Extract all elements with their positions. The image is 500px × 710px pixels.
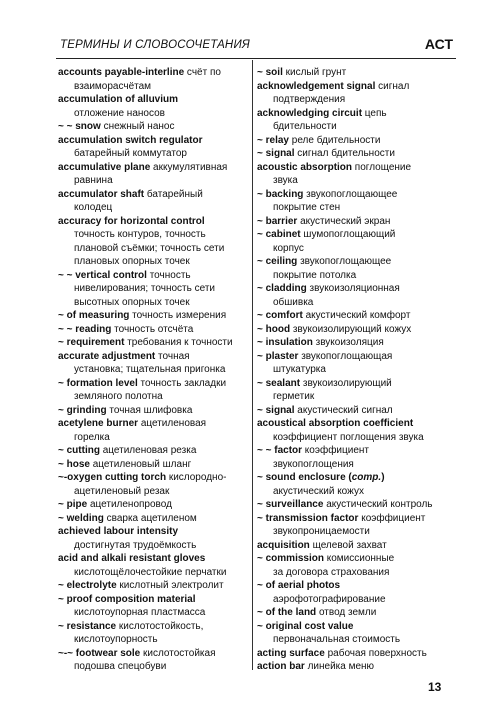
entry-translation: батарейный — [144, 188, 203, 200]
entry-translation: колодец — [74, 202, 113, 213]
entry-term: accumulative plane — [58, 161, 151, 173]
entry-term: acoustical absorption coefficient — [257, 418, 414, 429]
dictionary-entry — [58, 417, 254, 444]
entry-term: acquisition — [257, 539, 310, 551]
entry-term: ~ comfort — [257, 310, 303, 321]
dictionary-entry — [257, 552, 457, 579]
dictionary-entry — [257, 255, 457, 282]
entry-translation: точная — [155, 350, 190, 362]
entry-translation: ацетиленопровод — [87, 499, 172, 510]
dictionary-entry — [257, 282, 457, 309]
entry-term: ~ ceiling — [257, 256, 298, 267]
entry-term: ~ ~ vertical control — [58, 269, 147, 281]
entry-translation: бдительности — [273, 121, 337, 132]
entry-translation: звукопоглощающая — [298, 350, 393, 362]
entry-term: ~ hood — [257, 323, 291, 335]
entry-term: ~ grinding — [58, 404, 107, 416]
entry-term: ~ relay — [257, 134, 289, 146]
entry-term: ~ transmission factor — [257, 512, 359, 524]
dictionary-entry — [257, 498, 457, 512]
entry-term: ~ formation level — [58, 377, 138, 389]
entry-term: accumulation of alluvium — [58, 94, 179, 105]
entry-term: ~ cladding — [257, 283, 307, 294]
entry-translation: покрытие потолка — [273, 269, 357, 281]
dictionary-entry — [257, 134, 457, 148]
section-title: ТЕРМИНЫ И СЛОВОСОЧЕТАНИЯ — [60, 39, 250, 51]
entry-translation: подтверждения — [273, 94, 346, 105]
dictionary-entry — [257, 80, 457, 107]
entry-term: ~-~ footwear sole — [58, 647, 141, 659]
entry-term: ~-oxygen cutting torch — [58, 472, 167, 483]
dictionary-entry — [58, 309, 254, 323]
entry-translation: снежный нанос — [100, 121, 175, 132]
dictionary-entry — [257, 228, 457, 255]
entry-translation: щелевой захват — [309, 539, 387, 551]
entry-term: ~ of the land — [257, 607, 317, 618]
entry-term: accounts payable-interline — [58, 67, 185, 78]
publisher-brand: АСТ — [424, 36, 453, 52]
left-column — [58, 66, 254, 674]
dictionary-entry — [257, 620, 457, 647]
entry-translation: акустический экран — [297, 215, 391, 227]
entry-translation: кислородно- — [166, 472, 227, 483]
entry-term: ~ signal — [257, 148, 295, 159]
entry-term: ~ backing — [257, 188, 304, 200]
dictionary-entry — [257, 215, 457, 229]
entry-term: acknowledgement signal — [257, 80, 376, 92]
dictionary-entry — [58, 458, 254, 472]
dictionary-entry — [58, 647, 254, 674]
entry-translation: ацетиленовая резка — [99, 445, 197, 456]
entry-term: ~ proof composition material — [58, 593, 196, 605]
entry-translation: звукопоглощающее — [297, 256, 392, 267]
entry-translation: за договора страхования — [273, 566, 390, 578]
entry-translation: аэрофотографирование — [273, 593, 386, 605]
dictionary-entry — [58, 215, 254, 269]
entry-translation: сигнал бдительности — [294, 148, 395, 159]
entry-translation: кислотоупорная пластмасса — [74, 607, 206, 618]
dictionary-entry — [257, 660, 457, 674]
dictionary-entry — [257, 606, 457, 620]
entry-translation: взаиморасчётам — [74, 80, 152, 92]
entry-term: ~ pipe — [58, 499, 88, 510]
entry-term: ~ of aerial photos — [257, 580, 341, 591]
dictionary-entry — [257, 350, 457, 377]
entry-translation: плановых опорных точек — [74, 256, 190, 267]
entry-translation: ацетиленовая — [138, 418, 207, 429]
entry-term: ~ welding — [58, 512, 104, 524]
dictionary-entry — [257, 107, 457, 134]
dictionary-entry — [58, 404, 254, 418]
dictionary-entry — [257, 471, 457, 498]
entry-translation: звукопоглощающее — [303, 188, 398, 200]
entry-translation: ацетиленовый резак — [74, 485, 170, 497]
entry-translation: точность закладки — [137, 377, 227, 389]
entry-term: ~ of measuring — [58, 310, 130, 321]
page-number: 13 — [428, 680, 442, 694]
dictionary-entry — [58, 579, 254, 593]
entry-term: accuracy for horizontal control — [58, 215, 205, 227]
dictionary-entry — [58, 323, 254, 337]
entry-translation: подошва спецобуви — [74, 661, 167, 672]
entry-term: achieved labour intensity — [58, 526, 179, 537]
entry-term: accumulation switch regulator — [58, 134, 203, 146]
entry-translation: покрытие стен — [273, 202, 341, 213]
entry-translation: установка; тщательная пригонка — [74, 364, 226, 375]
entry-term: ~ insulation — [257, 337, 313, 348]
entry-term: ~ resistance — [58, 620, 117, 632]
dictionary-entry — [58, 444, 254, 458]
dictionary-entry — [58, 620, 254, 647]
dictionary-entry — [257, 404, 457, 418]
dictionary-entry — [58, 188, 254, 215]
entry-translation: кислый грунт — [282, 67, 347, 78]
entry-term: action bar — [257, 661, 305, 672]
entry-term: ~ sealant — [257, 377, 301, 389]
entry-term: ~ soil — [257, 67, 283, 78]
dictionary-entry — [58, 161, 254, 188]
dictionary-entry — [58, 525, 254, 552]
entry-term: acting surface — [257, 647, 325, 659]
entry-translation: требования к точности — [124, 337, 233, 348]
entry-translation: герметик — [273, 391, 315, 402]
entry-translation: достигнутая трудоёмкость — [74, 539, 197, 551]
entry-term: ~ electrolyte — [58, 580, 117, 591]
entry-term: ~ surveillance — [257, 499, 324, 510]
entry-translation: звукоизолирующий — [300, 377, 392, 389]
entry-translation: кислотостойкая — [140, 647, 216, 659]
page-header — [56, 36, 456, 56]
entry-term: ~ cutting — [58, 445, 100, 456]
entry-translation: звукоизоляция — [312, 337, 384, 348]
entry-translation: точность отсчёта — [111, 323, 194, 335]
dictionary-entry — [257, 66, 457, 80]
dictionary-entry — [58, 512, 254, 526]
entry-translation: кислотощёлочестойкие перчатки — [74, 566, 227, 578]
entry-translation: поглощение — [352, 161, 412, 173]
entry-translation: корпус — [273, 242, 304, 254]
entry-translation: рабочая поверхность — [324, 647, 427, 659]
dictionary-entry — [58, 66, 254, 93]
dictionary-entry — [257, 161, 457, 188]
entry-term: ~ original cost value — [257, 620, 354, 632]
entry-translation: акустический комфорт — [302, 310, 411, 321]
dictionary-entry — [58, 336, 254, 350]
entry-term: ~ barrier — [257, 215, 298, 227]
entry-translation: горелка — [74, 431, 110, 443]
entry-translation: коэффициент поглощения звука — [273, 431, 424, 443]
entry-translation: коэффициент — [302, 445, 369, 456]
dictionary-entry — [58, 93, 254, 120]
entry-term: acoustic absorption — [257, 161, 353, 173]
entry-translation: высотных опорных точек — [74, 296, 190, 308]
entry-translation: точность контуров, точность — [74, 229, 206, 240]
dictionary-entry — [58, 134, 254, 161]
entry-term: accumulator shaft — [58, 188, 145, 200]
entry-translation: штукатурка — [273, 364, 326, 375]
dictionary-entry — [257, 444, 457, 471]
entry-translation: акустический контроль — [323, 499, 433, 510]
entry-translation: кислотный электролит — [116, 580, 224, 591]
dictionary-entry — [58, 471, 254, 498]
entry-translation: шумопоглощающий — [300, 229, 396, 240]
right-column — [257, 66, 457, 674]
dictionary-entry — [257, 309, 457, 323]
entry-translation: кислотоупорность — [74, 634, 158, 645]
entry-term: ~ cabinet — [257, 229, 301, 240]
entry-term: ~ signal — [257, 404, 295, 416]
entry-translation: звукопроницаемости — [273, 526, 370, 537]
entry-translation: звукоизоляционная — [306, 283, 400, 294]
dictionary-entry — [257, 377, 457, 404]
dictionary-entry — [257, 539, 457, 553]
entry-translation: обшивка — [273, 296, 314, 308]
dictionary-entry — [257, 647, 457, 661]
entry-translation: цепь — [362, 107, 387, 119]
entry-translation: равнина — [74, 175, 113, 186]
entry-term: ~ ~ reading — [58, 323, 112, 335]
entry-translation: ацетиленовый шланг — [89, 458, 192, 470]
entry-translation: комиссионные — [323, 553, 395, 564]
entry-translation: звука — [273, 175, 298, 186]
entry-translation: акустический кожух — [273, 485, 364, 497]
entry-term: ~ sound enclosure (comp.) — [257, 472, 385, 483]
entry-translation: сигнал — [375, 80, 410, 92]
entry-translation: сварка ацетиленом — [103, 512, 197, 524]
dictionary-entry — [58, 552, 254, 579]
dictionary-entry — [257, 336, 457, 350]
entry-translation: аккумулятивная — [150, 161, 228, 173]
entry-translation: точность измерения — [129, 310, 227, 321]
entry-term: acetylene burner — [58, 418, 139, 429]
dictionary-entry — [257, 417, 457, 444]
entry-translation: первоначальная стоимость — [273, 634, 401, 645]
dictionary-entry — [257, 147, 457, 161]
entry-translation: батарейный коммутатор — [74, 148, 187, 159]
dictionary-entry — [257, 579, 457, 606]
entry-translation: счёт по — [184, 67, 221, 78]
header-rule — [56, 58, 456, 59]
entry-translation: акустический сигнал — [294, 404, 393, 416]
entry-translation: плановой съёмки; точность сети — [74, 242, 225, 254]
entry-translation: отложение наносов — [74, 107, 165, 119]
entry-term: acknowledging circuit — [257, 107, 363, 119]
entry-translation: реле бдительности — [288, 134, 381, 146]
entry-term: ~ plaster — [257, 350, 299, 362]
dictionary-entry — [58, 350, 254, 377]
entry-term: accurate adjustment — [58, 350, 156, 362]
entry-term: ~ ~ snow — [58, 121, 101, 132]
entry-translation: звукоизолирующий кожух — [290, 323, 412, 335]
dictionary-entry — [58, 377, 254, 404]
dictionary-entry — [257, 323, 457, 337]
entry-translation: земляного полотна — [74, 391, 163, 402]
entry-term: ~ hose — [58, 458, 90, 470]
dictionary-entry — [257, 512, 457, 539]
entry-translation: точная шлифовка — [106, 404, 193, 416]
entry-term: ~ commission — [257, 553, 324, 564]
entry-translation: коэффициент — [358, 512, 426, 524]
entry-translation: звукопоглощения — [273, 458, 354, 470]
entry-translation: кислотостойкость, — [116, 620, 204, 632]
dictionary-entry — [58, 593, 254, 620]
entry-term: ~ ~ factor — [257, 445, 303, 456]
column-divider — [252, 60, 253, 670]
entry-translation: отвод земли — [316, 607, 377, 618]
entry-translation: линейка меню — [304, 661, 375, 672]
entry-translation: нивелирования; точность сети — [74, 283, 215, 294]
entry-translation: точность — [146, 269, 191, 281]
entry-term: acid and alkali resistant gloves — [58, 553, 206, 564]
dictionary-entry — [58, 120, 254, 134]
dictionary-entry — [58, 498, 254, 512]
entry-term: ~ requirement — [58, 337, 125, 348]
dictionary-entry — [257, 188, 457, 215]
dictionary-entry — [58, 269, 254, 310]
